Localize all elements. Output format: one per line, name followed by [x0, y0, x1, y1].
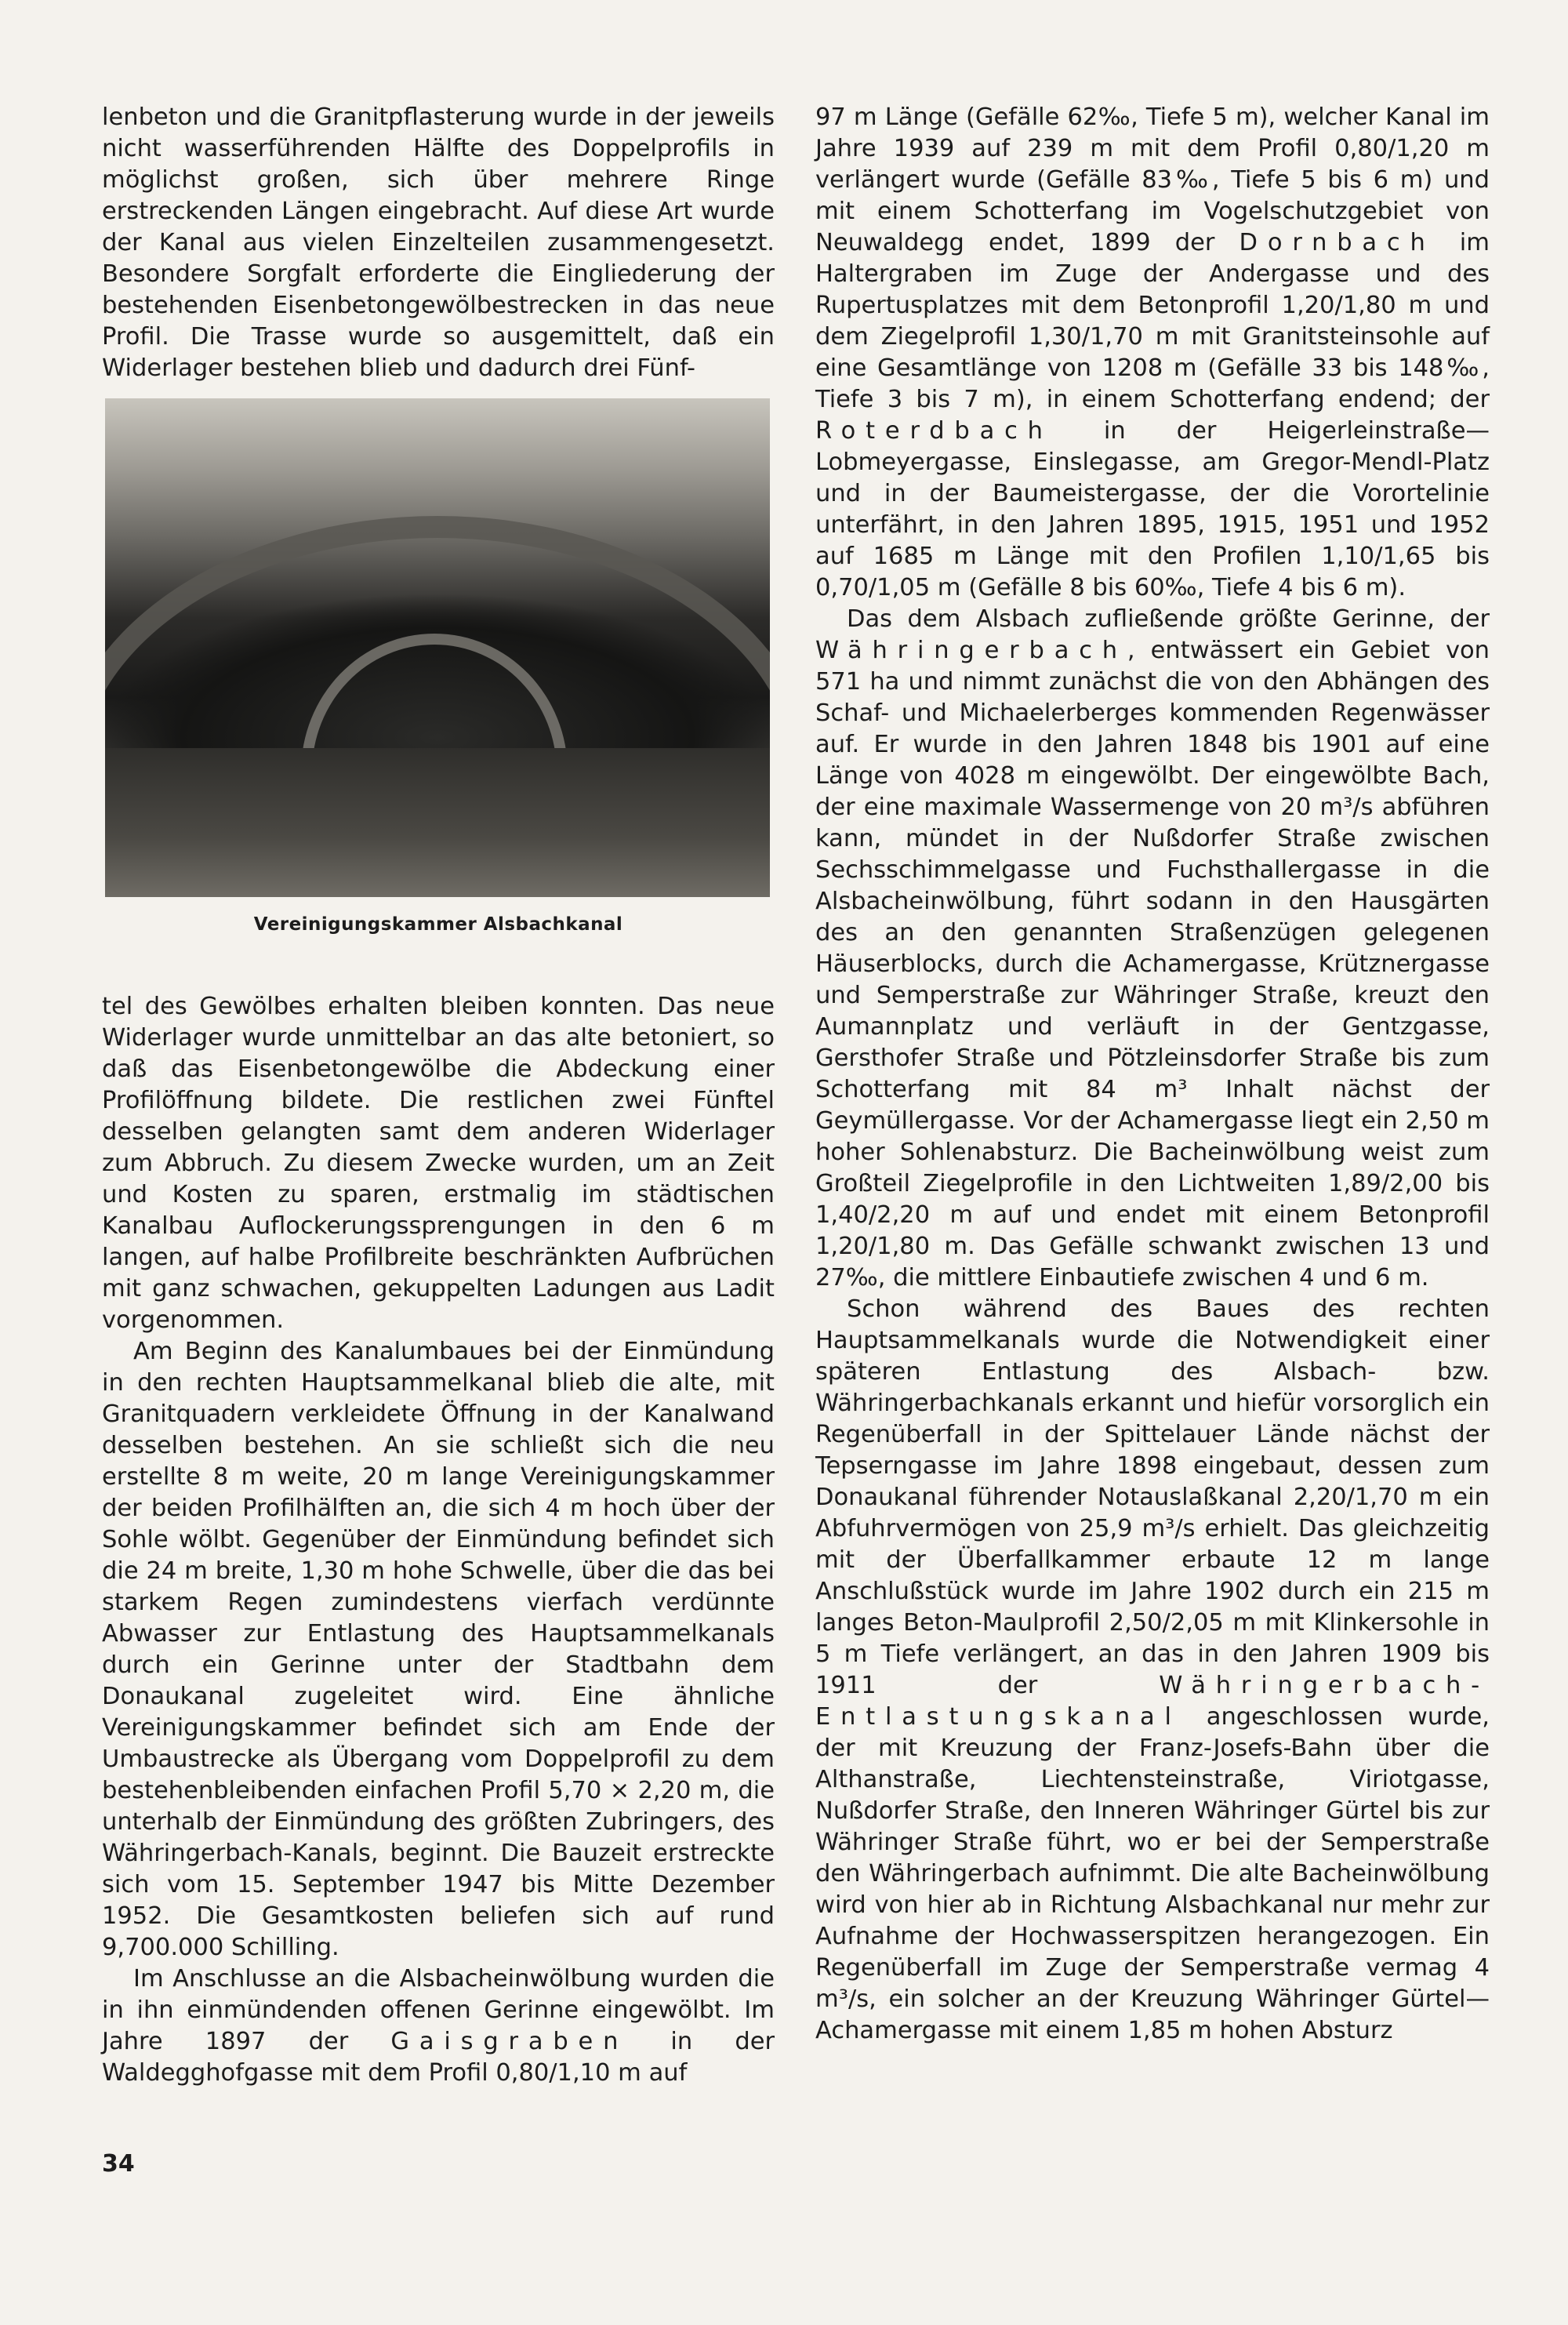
text-run: Im Anschlusse an die Alsbacheinwölbung wurden die in ihn einmündenden offenen Gerinne eingewölbt. Im Jahre 1897 der [102, 1965, 775, 2055]
spaced-term: Dornbach [1239, 229, 1436, 256]
spaced-term: Währingerbach-Entlastungskanal [815, 1672, 1490, 1731]
text-run: Schon während des Baues des rechten Hauptsammelkanals wurde die Notwendigkeit einer späteren Entlastung des Alsbach- bzw. Währingerbachkanals erkannt und hiefür vorsorglich ein Regenüberfall in der Spittelauer Lände nächst der Tepserngasse im Jahre 1898 eingebaut, dessen zum Donaukanal führender Notauslaßkanal 2,20/1,70 m ein Abfuhrvermögen von 25,9 m³/s erhielt. Das gleichzeitig mit der Überfallkammer erbaute 12 m lange Anschlußstück wurde im Jahre 1902 durch ein 215 m langes Beton-Maulprofil 2,50/2,05 m mit Klinkersohle in 5 m Tiefe verlängert, an das in den Jahren 1909 bis 1911 der [815, 1295, 1490, 1699]
text-run: im Haltergraben im Zuge der Andergasse und des Rupertusplatzes mit dem Betonprofil 1,20/1,80 m und dem Ziegelprofil 1,30/1,70 m mit Granitsteinsohle auf eine Gesamtlänge von 1208 m (Gefälle 33 bis 148‰, Tiefe 3 bis 7 m), in einem Schotterfang endend; der [815, 229, 1490, 413]
text-run: in der Heigerleinstraße—Lobmeyergasse, Einslegasse, am Gregor-Mendl-Platz und in der Baumeistergasse, der die Vorortelinie unterfährt, in den Jahren 1895, 1915, 1951 und 1952 auf 1685 m Länge mit den Profilen 1,10/1,65 bis 0,70/1,05 m (Gefälle 8 bis 60‰, Tiefe 4 bis 6 m). [815, 417, 1490, 601]
channel-water [105, 748, 770, 897]
paragraph [815, 604, 1490, 1294]
paragraph: lenbeton und die Granitpflasterung wurde in der jeweils nicht wasserführenden Hälfte des Doppelprofils in möglichst großen, sich über mehrere Ringe erstreckenden Längen eingebracht. Auf diese Art wurde der Kanal aus vielen Einzelteilen zusammengesetzt. Besondere Sorgfalt erforderte die Eingliederung der bestehenden Eisenbetongewölbestrecken in das neue Profil. Die Trasse wurde so ausgemittelt, daß ein Widerlager bestehen blieb und dadurch drei Fünf- [102, 104, 775, 382]
left-column [102, 102, 775, 2089]
text-run: Das dem Alsbach zufließende größte Gerinne, der [847, 605, 1490, 633]
spaced-term: Währingerbach [815, 637, 1127, 664]
text-run: angeschlossen wurde, der mit Kreuzung der Franz-Josefs-Bahn über die Althanstraße, Liechtensteinstraße, Viriotgasse, Nußdorfer Straße, den Inneren Währinger Gürtel bis zur Währinger Straße führt, wo er bei der Semperstraße den Währingerbach aufnimmt. Die alte Bacheinwölbung wird von hier ab in Richtung Alsbachkanal nur mehr zur Aufnahme der Hochwasserspitzen herangezogen. Ein Regenüberfall im Zuge der Semperstraße vermag 4 m³/s, ein solcher an der Kreuzung Währinger Gürtel—Achamergasse mit einem 1,85 m hohen Absturz [815, 1703, 1490, 2044]
paragraph: Am Beginn des Kanalumbaues bei der Einmündung in den rechten Hauptsammelkanal blieb die alte, mit Granitquadern verkleidete Öffnung in der Kanalwand desselben bestehen. An sie schließt sich die neu erstellte 8 m weite, 20 m lange Vereinigungskammer der beiden Profilhälften an, die sich 4 m hoch über der Sohle wölbt. Gegenüber der Einmündung befindet sich die 24 m breite, 1,30 m hohe Schwelle, über die das bei starkem Regen zumindestens vierfach verdünnte Abwasser zur Entlastung des Hauptsammelkanals durch ein Gerinne unter der Stadtbahn dem Donaukanal zugeleitet wird. Eine ähnliche Vereinigungskammer befindet sich am Ende der Umbaustrecke als Übergang vom Doppelprofil zu dem bestehenbleibenden einfachen Profil 5,70 × 2,20 m, die unterhalb der Einmündung des größten Zubringers, des Währingerbach-Kanals, beginnt. Die Bauzeit erstreckte sich vom 15. September 1947 bis Mitte Dezember 1952. Die Gesamtkosten beliefen sich auf rund 9,700.000 Schilling. [102, 1338, 775, 1961]
paragraph: tel des Gewölbes erhalten bleiben konnten. Das neue Widerlager wurde unmittelbar an das alte betoniert, so daß das Eisenbetongewölbe die Abdeckung einer Profilöffnung bildete. Die restlichen zwei Fünftel desselben gelangten samt dem anderen Widerlager zum Abbruch. Zu diesem Zwecke wurden, um an Zeit und Kosten zu sparen, erstmalig im städtischen Kanalbau Auflockerungssprengungen in den 6 m langen, auf halbe Profilbreite beschränkten Aufbrüchen mit ganz schwachen, gekuppelten Ladungen aus Ladit vorgenommen. [102, 993, 775, 1334]
paragraph [815, 102, 1490, 604]
spaced-term: Roterdbach [815, 417, 1053, 445]
page-number: 34 [102, 2150, 135, 2178]
text-run: , entwässert ein Gebiet von 571 ha und nimmt zunächst die von den Abhängen des Schaf- und Michaelerberges kommenden Regenwässer auf. Er wurde in den Jahren 1848 bis 1901 auf eine Länge von 4028 m eingewölbt. Der eingewölbte Bach, der eine maximale Wassermenge von 20 m³/s abführen kann, mündet in der Nußdorfer Straße zwischen Sechsschimmelgasse und Fuchsthallergasse in die Alsbacheinwölbung, führt sodann in den Hausgärten des an den genannten Straßenzügen gelegenen Häuserblocks, durch die Achamergasse, Krütznergasse und Semperstraße zur Währinger Straße, kreuzt den Aumannplatz und verläuft in der Gentzgasse, Gersthofer Straße und Pötzleinsdorfer Straße bis zum Schotterfang mit 84 m³ Inhalt nächst der Geymüllergasse. Vor der Achamergasse liegt ein 2,50 m hoher Sohlenabsturz. Die Bacheinwölbung weist zum Großteil Ziegelprofile in den Lichtweiten 1,89/2,00 bis 1,40/2,20 m auf und endet mit einem Betonprofil 1,20/1,80 m. Das Gefälle schwankt zwischen 13 und 27‰, die mittlere Einbautiefe zwischen 4 und 6 m. [815, 637, 1490, 1291]
paragraph [815, 1294, 1490, 2047]
sewer-chamber-photo [105, 398, 770, 897]
text-run: 97 m Länge (Gefälle 62‰, Tiefe 5 m), welcher Kanal im Jahre 1939 auf 239 m mit dem Profil 0,80/1,20 m verlängert wurde (Gefälle 83‰, Tiefe 5 bis 6 m) und mit einem Schotterfang im Vogelschutzgebiet von Neuwaldegg endet, 1899 der [815, 104, 1490, 256]
figure-caption: Vereinigungskammer Alsbachkanal [253, 914, 623, 935]
right-column [815, 102, 1490, 2047]
spaced-term: Gaisgraben [390, 2028, 629, 2055]
text-run: in der Waldegghofgasse mit dem Profil 0,80/1,10 m auf [102, 2028, 775, 2087]
paragraph [102, 1964, 775, 2089]
